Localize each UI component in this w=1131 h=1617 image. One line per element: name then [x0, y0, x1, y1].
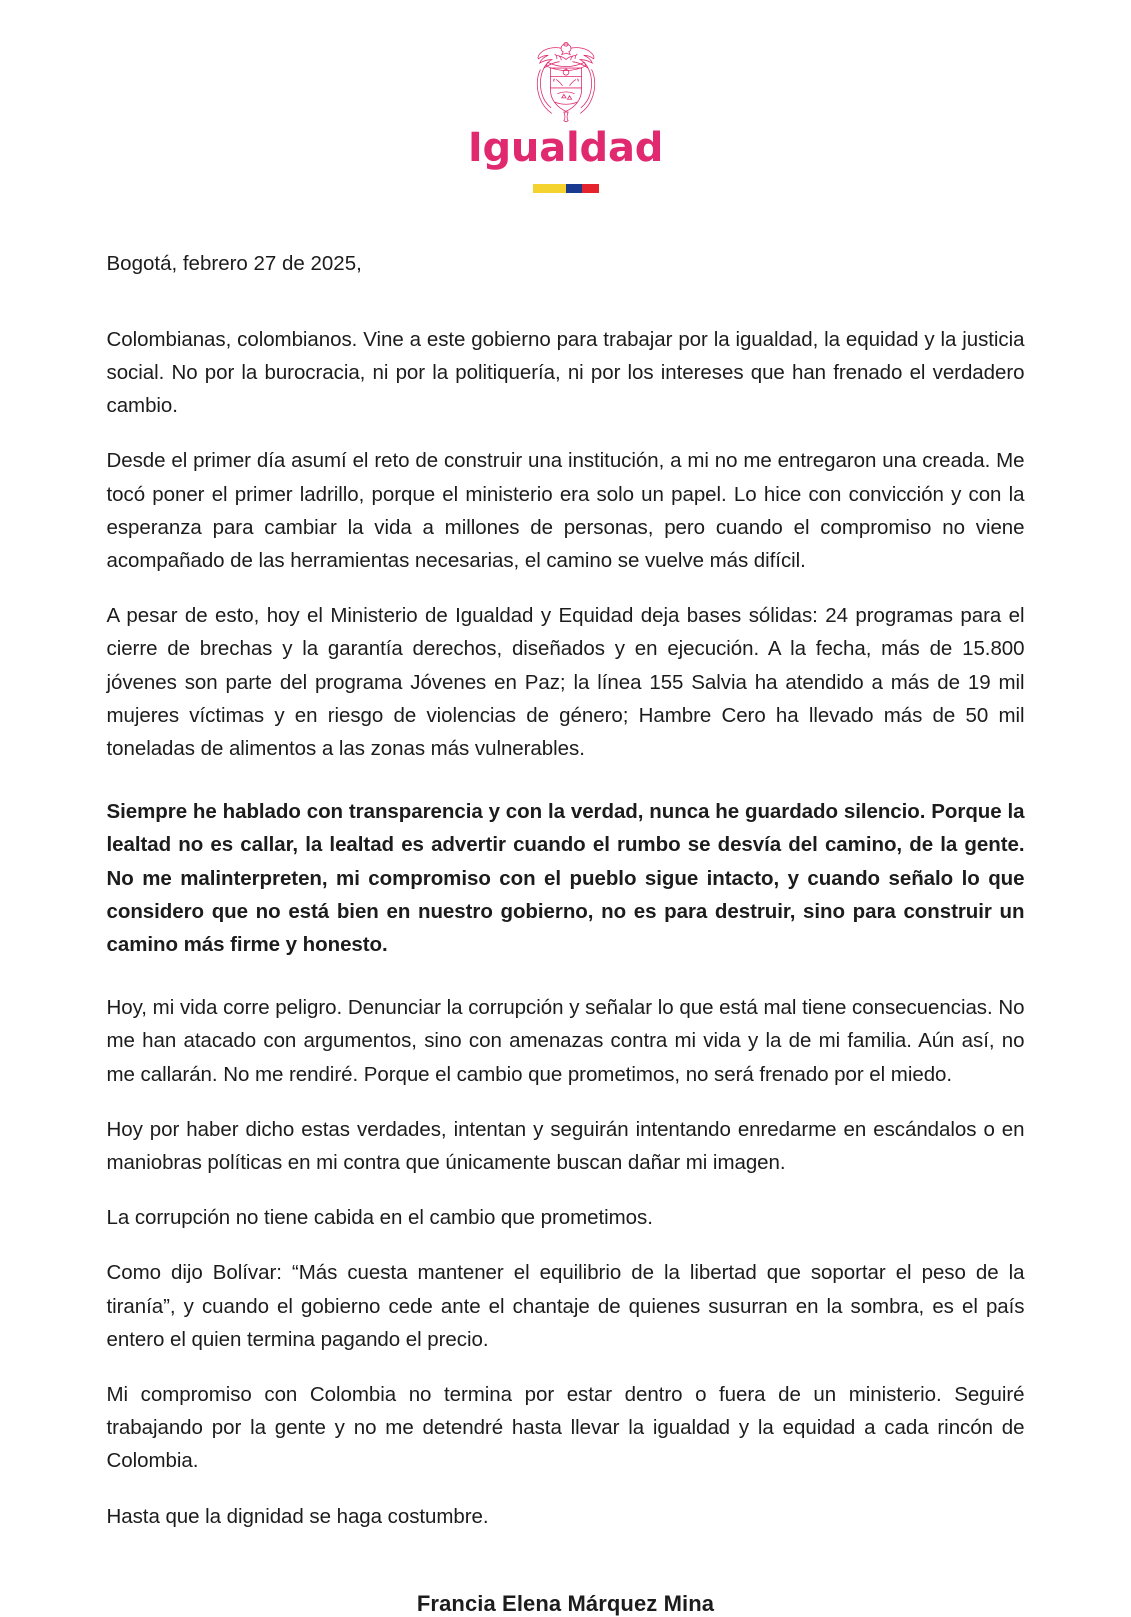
letter-paragraph-emphasis: Siempre he hablado con transparencia y con la verdad, nunca he guardado silencio. Porque la lealtad no es callar, la lealtad es advertir cuando el rumbo se desvía del camino, de la gente. No me malinterpreten, mi compromiso con el pueblo sigue intacto, y cuando señalo lo que considero que no está bien en nuestro gobierno, no es para destruir, sino para construir un camino más firme y honesto.	[106, 800, 1025, 956]
flag-stripe-yellow	[533, 184, 566, 193]
letter-body	[107, 193, 1025, 1617]
signature-name: Francia Elena Márquez Mina	[416, 1590, 715, 1616]
colombia-coat-of-arms-icon	[523, 34, 609, 122]
dateline: Bogotá, febrero 27 de 2025,	[106, 252, 362, 275]
letter-paragraph: La corrupción no tiene cabida en el cambio que prometimos.	[106, 1206, 653, 1230]
letter-closing-line: Hasta que la dignidad se haga costumbre.	[106, 1504, 489, 1528]
letter-paragraph: A pesar de esto, hoy el Ministerio de Igualdad y Equidad deja bases sólidas: 24 programas para el cierre de brechas y la garantía derechos, diseñados y en ejecución. A la fecha, más de 15.800 jóvenes son parte del programa Jóvenes en Paz; la línea 155 Salvia ha atendido a más de 19 mil mujeres víctimas y en riesgo de violencias de género; Hambre Cero ha llevado más de 50 mil toneladas de alimentos a las zonas más vulnerables.	[106, 604, 1025, 760]
letter-paragraph: Como dijo Bolívar: “Más cuesta mantener el equilibrio de la libertad que soportar el peso de la tiranía”, y cuando el gobierno cede ante el chantaje de quienes susurran en la sombra, es el país entero el quien termina pagando el precio.	[106, 1261, 1025, 1351]
letterhead	[0, 0, 1131, 193]
letter-paragraph: Desde el primer día asumí el reto de construir una institución, a mi no me entregaron una creada. Me tocó poner el primer ladrillo, porque el ministerio era solo un papel. Lo hice con convicción y con la esperanza para cambiar la vida a millones de personas, pero cuando el compromiso no viene acompañado de las herramientas necesarias, el camino se vuelve más difícil.	[106, 449, 1025, 572]
flag-stripe-red	[582, 184, 599, 193]
letter-paragraph: Mi compromiso con Colombia no termina por estar dentro o fuera de un ministerio. Seguiré trabajando por la gente y no me detendré hasta llevar la igualdad y la equidad a cada rincón de Colombia.	[106, 1383, 1025, 1473]
flag-stripe-blue	[566, 184, 583, 193]
letter-paragraph: Hoy por haber dicho estas verdades, intentan y seguirán intentando enredarme en escándalos o en maniobras políticas en mi contra que únicamente buscan dañar mi imagen.	[106, 1117, 1025, 1174]
brand-wordmark: Igualdad	[467, 125, 664, 171]
colombia-flag-bar	[533, 184, 599, 193]
letter-paragraph: Hoy, mi vida corre peligro. Denunciar la corrupción y señalar lo que está mal tiene consecuencias. No me han atacado con argumentos, sino con amenazas contra mi vida y la de mi familia. Aún así, no me callarán. No me rendiré. Porque el cambio que prometimos, no será frenado por el miedo.	[106, 996, 1025, 1086]
letter-paragraph: Colombianas, colombianos. Vine a este gobierno para trabajar por la igualdad, la equidad y la justicia social. No por la burocracia, ni por la politiquería, ni por los intereses que han frenado el verdadero cambio.	[106, 327, 1025, 418]
